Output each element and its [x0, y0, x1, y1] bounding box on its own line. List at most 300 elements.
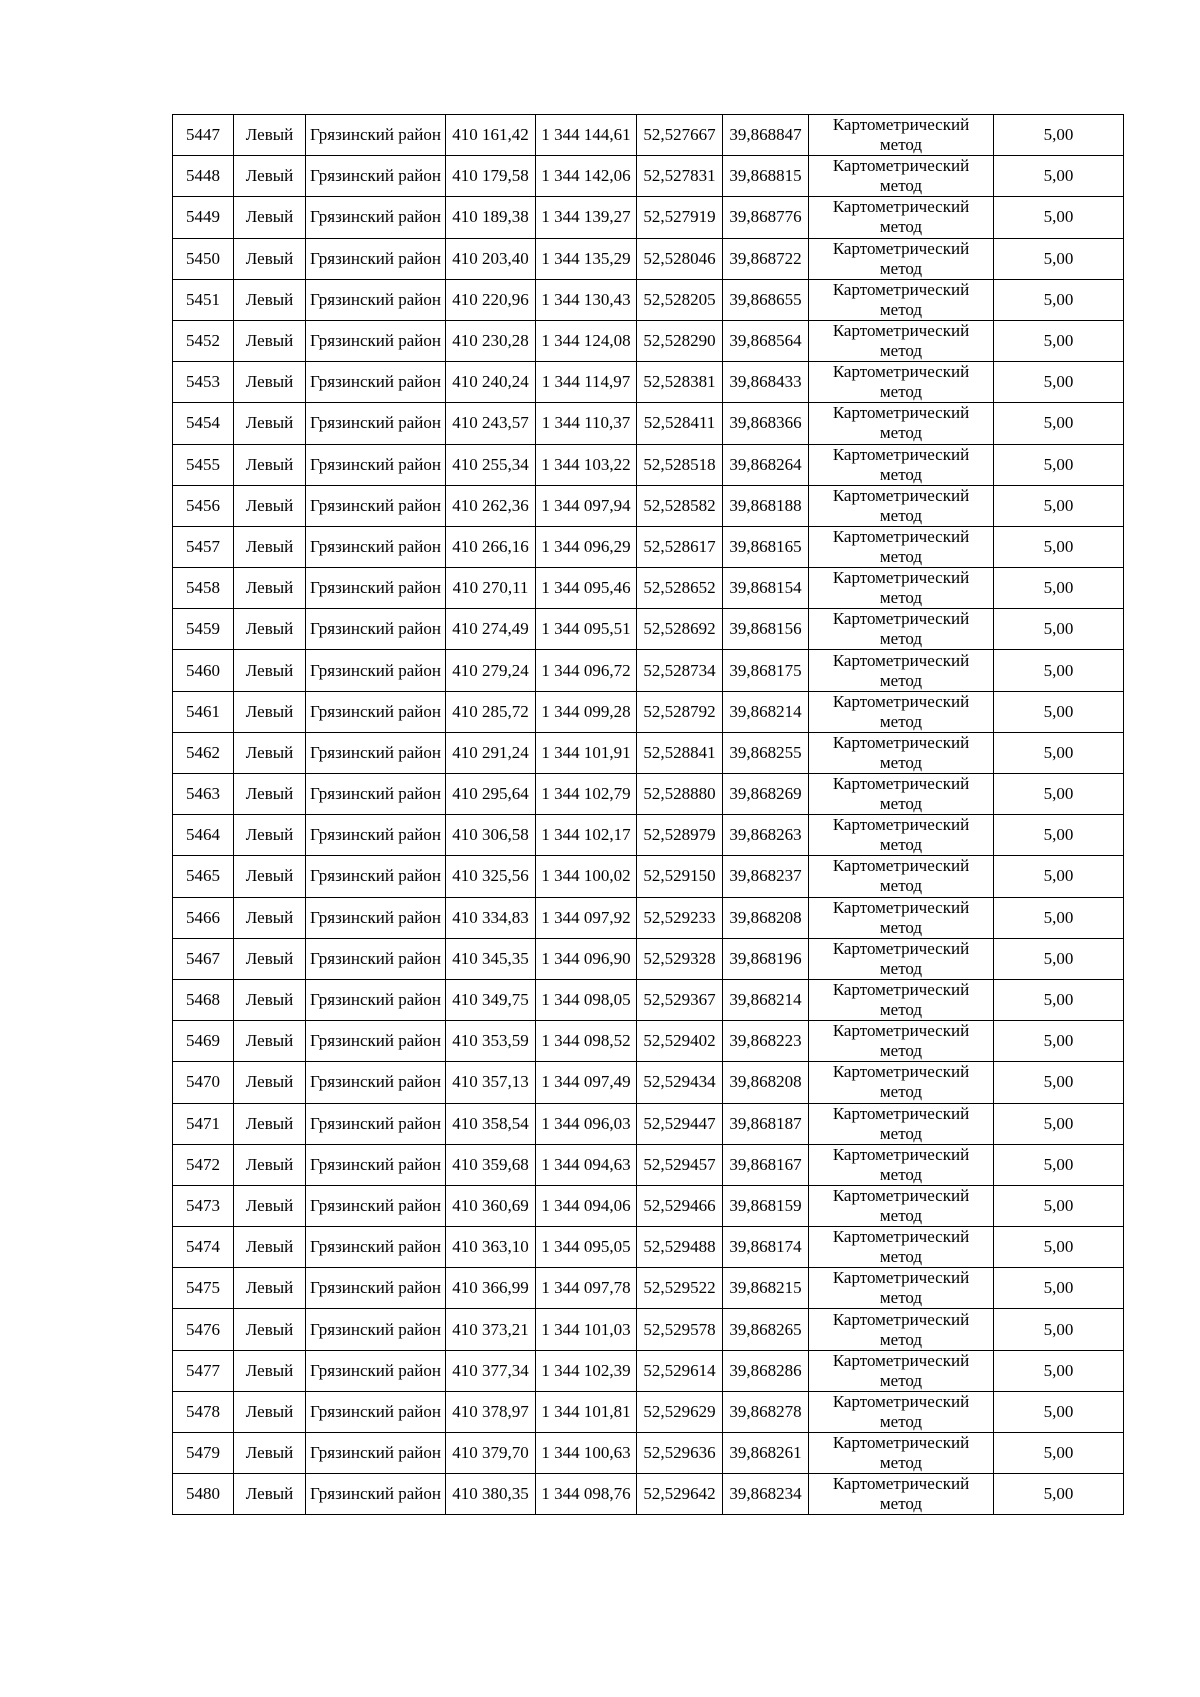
- longitude-cell: 39,868188: [723, 485, 809, 526]
- district-cell: Грязинский район: [306, 1309, 446, 1350]
- point-number-cell: 5449: [173, 197, 234, 238]
- latitude-cell: 52,528518: [637, 444, 723, 485]
- latitude-cell: 52,528582: [637, 485, 723, 526]
- bank-side-cell: Левый: [234, 1227, 306, 1268]
- method-cell: Картометрический метод: [809, 197, 994, 238]
- district-cell: Грязинский район: [306, 156, 446, 197]
- bank-side-cell: Левый: [234, 568, 306, 609]
- coord-x-cell: 410 291,24: [446, 732, 536, 773]
- coord-x-cell: 410 220,96: [446, 279, 536, 320]
- coord-x-cell: 410 349,75: [446, 979, 536, 1020]
- coord-y-cell: 1 344 142,06: [536, 156, 637, 197]
- coord-x-cell: 410 179,58: [446, 156, 536, 197]
- coord-y-cell: 1 344 124,08: [536, 320, 637, 361]
- bank-side-cell: Левый: [234, 897, 306, 938]
- coord-y-cell: 1 344 102,39: [536, 1350, 637, 1391]
- coord-x-cell: 410 243,57: [446, 403, 536, 444]
- coord-y-cell: 1 344 096,90: [536, 938, 637, 979]
- bank-side-cell: Левый: [234, 1268, 306, 1309]
- coord-x-cell: 410 360,69: [446, 1185, 536, 1226]
- district-cell: Грязинский район: [306, 979, 446, 1020]
- coord-y-cell: 1 344 110,37: [536, 403, 637, 444]
- latitude-cell: 52,529402: [637, 1021, 723, 1062]
- coord-x-cell: 410 325,56: [446, 856, 536, 897]
- method-cell: Картометрический метод: [809, 1350, 994, 1391]
- district-cell: Грязинский район: [306, 362, 446, 403]
- table-row: [173, 279, 1124, 320]
- latitude-cell: 52,528381: [637, 362, 723, 403]
- latitude-cell: 52,529488: [637, 1227, 723, 1268]
- district-cell: Грязинский район: [306, 568, 446, 609]
- bank-side-cell: Левый: [234, 650, 306, 691]
- latitude-cell: 52,527667: [637, 115, 723, 156]
- coord-x-cell: 410 274,49: [446, 609, 536, 650]
- latitude-cell: 52,527919: [637, 197, 723, 238]
- point-number-cell: 5466: [173, 897, 234, 938]
- precision-cell: 5,00: [994, 1185, 1124, 1226]
- table-row: [173, 897, 1124, 938]
- coord-x-cell: 410 189,38: [446, 197, 536, 238]
- precision-cell: 5,00: [994, 362, 1124, 403]
- method-cell: Картометрический метод: [809, 444, 994, 485]
- coord-x-cell: 410 359,68: [446, 1144, 536, 1185]
- table-row: [173, 115, 1124, 156]
- point-number-cell: 5452: [173, 320, 234, 361]
- point-number-cell: 5463: [173, 774, 234, 815]
- coord-x-cell: 410 345,35: [446, 938, 536, 979]
- coord-y-cell: 1 344 095,51: [536, 609, 637, 650]
- bank-side-cell: Левый: [234, 403, 306, 444]
- bank-side-cell: Левый: [234, 320, 306, 361]
- table-row: [173, 1474, 1124, 1515]
- longitude-cell: 39,868223: [723, 1021, 809, 1062]
- bank-side-cell: Левый: [234, 526, 306, 567]
- method-cell: Картометрический метод: [809, 1309, 994, 1350]
- coord-x-cell: 410 161,42: [446, 115, 536, 156]
- latitude-cell: 52,529466: [637, 1185, 723, 1226]
- longitude-cell: 39,868847: [723, 115, 809, 156]
- method-cell: Картометрический метод: [809, 1103, 994, 1144]
- table-row: [173, 856, 1124, 897]
- bank-side-cell: Левый: [234, 1185, 306, 1226]
- district-cell: Грязинский район: [306, 815, 446, 856]
- latitude-cell: 52,529447: [637, 1103, 723, 1144]
- method-cell: Картометрический метод: [809, 1062, 994, 1103]
- bank-side-cell: Левый: [234, 938, 306, 979]
- longitude-cell: 39,868208: [723, 1062, 809, 1103]
- longitude-cell: 39,868269: [723, 774, 809, 815]
- point-number-cell: 5457: [173, 526, 234, 567]
- bank-side-cell: Левый: [234, 691, 306, 732]
- table-row: [173, 609, 1124, 650]
- point-number-cell: 5479: [173, 1433, 234, 1474]
- precision-cell: 5,00: [994, 1433, 1124, 1474]
- coord-y-cell: 1 344 098,76: [536, 1474, 637, 1515]
- coord-y-cell: 1 344 101,03: [536, 1309, 637, 1350]
- method-cell: Картометрический метод: [809, 1391, 994, 1432]
- point-number-cell: 5460: [173, 650, 234, 691]
- longitude-cell: 39,868264: [723, 444, 809, 485]
- latitude-cell: 52,529578: [637, 1309, 723, 1350]
- coord-y-cell: 1 344 101,91: [536, 732, 637, 773]
- precision-cell: 5,00: [994, 856, 1124, 897]
- coord-y-cell: 1 344 100,02: [536, 856, 637, 897]
- precision-cell: 5,00: [994, 938, 1124, 979]
- coord-y-cell: 1 344 097,49: [536, 1062, 637, 1103]
- district-cell: Грязинский район: [306, 1474, 446, 1515]
- point-number-cell: 5453: [173, 362, 234, 403]
- method-cell: Картометрический метод: [809, 938, 994, 979]
- method-cell: Картометрический метод: [809, 403, 994, 444]
- coord-x-cell: 410 279,24: [446, 650, 536, 691]
- method-cell: Картометрический метод: [809, 115, 994, 156]
- bank-side-cell: Левый: [234, 979, 306, 1020]
- bank-side-cell: Левый: [234, 1309, 306, 1350]
- longitude-cell: 39,868278: [723, 1391, 809, 1432]
- table-row: [173, 362, 1124, 403]
- precision-cell: 5,00: [994, 238, 1124, 279]
- table-row: [173, 815, 1124, 856]
- method-cell: Картометрический метод: [809, 897, 994, 938]
- coord-x-cell: 410 255,34: [446, 444, 536, 485]
- latitude-cell: 52,529434: [637, 1062, 723, 1103]
- latitude-cell: 52,529522: [637, 1268, 723, 1309]
- method-cell: Картометрический метод: [809, 1433, 994, 1474]
- bank-side-cell: Левый: [234, 444, 306, 485]
- coord-y-cell: 1 344 097,94: [536, 485, 637, 526]
- bank-side-cell: Левый: [234, 1474, 306, 1515]
- coord-x-cell: 410 377,34: [446, 1350, 536, 1391]
- longitude-cell: 39,868263: [723, 815, 809, 856]
- coord-x-cell: 410 353,59: [446, 1021, 536, 1062]
- table-row: [173, 238, 1124, 279]
- table-row: [173, 197, 1124, 238]
- table-row: [173, 156, 1124, 197]
- bank-side-cell: Левый: [234, 1391, 306, 1432]
- method-cell: Картометрический метод: [809, 1185, 994, 1226]
- longitude-cell: 39,868261: [723, 1433, 809, 1474]
- precision-cell: 5,00: [994, 1309, 1124, 1350]
- longitude-cell: 39,868722: [723, 238, 809, 279]
- precision-cell: 5,00: [994, 1021, 1124, 1062]
- precision-cell: 5,00: [994, 1227, 1124, 1268]
- table-row: [173, 774, 1124, 815]
- table-row: [173, 1309, 1124, 1350]
- point-number-cell: 5467: [173, 938, 234, 979]
- latitude-cell: 52,528979: [637, 815, 723, 856]
- precision-cell: 5,00: [994, 774, 1124, 815]
- point-number-cell: 5473: [173, 1185, 234, 1226]
- district-cell: Грязинский район: [306, 403, 446, 444]
- point-number-cell: 5475: [173, 1268, 234, 1309]
- point-number-cell: 5448: [173, 156, 234, 197]
- bank-side-cell: Левый: [234, 856, 306, 897]
- point-number-cell: 5454: [173, 403, 234, 444]
- longitude-cell: 39,868167: [723, 1144, 809, 1185]
- coord-y-cell: 1 344 096,29: [536, 526, 637, 567]
- coord-x-cell: 410 379,70: [446, 1433, 536, 1474]
- point-number-cell: 5461: [173, 691, 234, 732]
- table-row: [173, 485, 1124, 526]
- latitude-cell: 52,528841: [637, 732, 723, 773]
- table-row: [173, 1350, 1124, 1391]
- precision-cell: 5,00: [994, 1103, 1124, 1144]
- longitude-cell: 39,868265: [723, 1309, 809, 1350]
- longitude-cell: 39,868815: [723, 156, 809, 197]
- coord-x-cell: 410 270,11: [446, 568, 536, 609]
- district-cell: Грязинский район: [306, 1103, 446, 1144]
- district-cell: Грязинский район: [306, 774, 446, 815]
- method-cell: Картометрический метод: [809, 856, 994, 897]
- precision-cell: 5,00: [994, 526, 1124, 567]
- district-cell: Грязинский район: [306, 691, 446, 732]
- latitude-cell: 52,529328: [637, 938, 723, 979]
- district-cell: Грязинский район: [306, 444, 446, 485]
- method-cell: Картометрический метод: [809, 1474, 994, 1515]
- table-row: [173, 1185, 1124, 1226]
- method-cell: Картометрический метод: [809, 362, 994, 403]
- longitude-cell: 39,868187: [723, 1103, 809, 1144]
- latitude-cell: 52,528290: [637, 320, 723, 361]
- coord-y-cell: 1 344 099,28: [536, 691, 637, 732]
- precision-cell: 5,00: [994, 897, 1124, 938]
- table-row: [173, 732, 1124, 773]
- latitude-cell: 52,528734: [637, 650, 723, 691]
- point-number-cell: 5469: [173, 1021, 234, 1062]
- bank-side-cell: Левый: [234, 279, 306, 320]
- precision-cell: 5,00: [994, 691, 1124, 732]
- method-cell: Картометрический метод: [809, 1268, 994, 1309]
- bank-side-cell: Левый: [234, 1433, 306, 1474]
- coord-y-cell: 1 344 130,43: [536, 279, 637, 320]
- district-cell: Грязинский район: [306, 1062, 446, 1103]
- point-number-cell: 5456: [173, 485, 234, 526]
- precision-cell: 5,00: [994, 609, 1124, 650]
- longitude-cell: 39,868286: [723, 1350, 809, 1391]
- coord-x-cell: 410 378,97: [446, 1391, 536, 1432]
- latitude-cell: 52,528692: [637, 609, 723, 650]
- method-cell: Картометрический метод: [809, 156, 994, 197]
- latitude-cell: 52,528046: [637, 238, 723, 279]
- precision-cell: 5,00: [994, 1144, 1124, 1185]
- longitude-cell: 39,868564: [723, 320, 809, 361]
- district-cell: Грязинский район: [306, 1350, 446, 1391]
- longitude-cell: 39,868234: [723, 1474, 809, 1515]
- point-number-cell: 5447: [173, 115, 234, 156]
- precision-cell: 5,00: [994, 115, 1124, 156]
- table-row: [173, 650, 1124, 691]
- longitude-cell: 39,868174: [723, 1227, 809, 1268]
- coord-y-cell: 1 344 144,61: [536, 115, 637, 156]
- coord-y-cell: 1 344 135,29: [536, 238, 637, 279]
- coordinates-table: [172, 114, 1124, 1515]
- district-cell: Грязинский район: [306, 1144, 446, 1185]
- method-cell: Картометрический метод: [809, 279, 994, 320]
- latitude-cell: 52,529629: [637, 1391, 723, 1432]
- latitude-cell: 52,528205: [637, 279, 723, 320]
- district-cell: Грязинский район: [306, 1391, 446, 1432]
- coord-y-cell: 1 344 103,22: [536, 444, 637, 485]
- longitude-cell: 39,868154: [723, 568, 809, 609]
- longitude-cell: 39,868214: [723, 691, 809, 732]
- table-body: [173, 115, 1124, 1515]
- table-row: [173, 568, 1124, 609]
- method-cell: Картометрический метод: [809, 1227, 994, 1268]
- precision-cell: 5,00: [994, 279, 1124, 320]
- bank-side-cell: Левый: [234, 485, 306, 526]
- coord-y-cell: 1 344 097,92: [536, 897, 637, 938]
- method-cell: Картометрический метод: [809, 609, 994, 650]
- district-cell: Грязинский район: [306, 1227, 446, 1268]
- table-row: [173, 1021, 1124, 1062]
- point-number-cell: 5470: [173, 1062, 234, 1103]
- bank-side-cell: Левый: [234, 115, 306, 156]
- method-cell: Картометрический метод: [809, 1021, 994, 1062]
- point-number-cell: 5464: [173, 815, 234, 856]
- longitude-cell: 39,868215: [723, 1268, 809, 1309]
- latitude-cell: 52,529367: [637, 979, 723, 1020]
- coord-x-cell: 410 203,40: [446, 238, 536, 279]
- coord-x-cell: 410 266,16: [446, 526, 536, 567]
- coord-x-cell: 410 358,54: [446, 1103, 536, 1144]
- longitude-cell: 39,868159: [723, 1185, 809, 1226]
- coord-x-cell: 410 373,21: [446, 1309, 536, 1350]
- bank-side-cell: Левый: [234, 1350, 306, 1391]
- district-cell: Грязинский район: [306, 115, 446, 156]
- table-row: [173, 526, 1124, 567]
- district-cell: Грязинский район: [306, 485, 446, 526]
- method-cell: Картометрический метод: [809, 774, 994, 815]
- coord-y-cell: 1 344 097,78: [536, 1268, 637, 1309]
- coord-x-cell: 410 295,64: [446, 774, 536, 815]
- table-row: [173, 1268, 1124, 1309]
- longitude-cell: 39,868433: [723, 362, 809, 403]
- method-cell: Картометрический метод: [809, 732, 994, 773]
- point-number-cell: 5478: [173, 1391, 234, 1432]
- precision-cell: 5,00: [994, 1062, 1124, 1103]
- bank-side-cell: Левый: [234, 238, 306, 279]
- precision-cell: 5,00: [994, 568, 1124, 609]
- point-number-cell: 5450: [173, 238, 234, 279]
- bank-side-cell: Левый: [234, 1062, 306, 1103]
- table-row: [173, 1227, 1124, 1268]
- district-cell: Грязинский район: [306, 1433, 446, 1474]
- point-number-cell: 5474: [173, 1227, 234, 1268]
- precision-cell: 5,00: [994, 156, 1124, 197]
- longitude-cell: 39,868255: [723, 732, 809, 773]
- coord-y-cell: 1 344 094,06: [536, 1185, 637, 1226]
- point-number-cell: 5468: [173, 979, 234, 1020]
- bank-side-cell: Левый: [234, 1021, 306, 1062]
- coord-y-cell: 1 344 102,79: [536, 774, 637, 815]
- coord-y-cell: 1 344 102,17: [536, 815, 637, 856]
- method-cell: Картометрический метод: [809, 526, 994, 567]
- method-cell: Картометрический метод: [809, 485, 994, 526]
- method-cell: Картометрический метод: [809, 979, 994, 1020]
- precision-cell: 5,00: [994, 320, 1124, 361]
- latitude-cell: 52,528792: [637, 691, 723, 732]
- coord-x-cell: 410 285,72: [446, 691, 536, 732]
- district-cell: Грязинский район: [306, 279, 446, 320]
- district-cell: Грязинский район: [306, 856, 446, 897]
- longitude-cell: 39,868175: [723, 650, 809, 691]
- bank-side-cell: Левый: [234, 815, 306, 856]
- coord-y-cell: 1 344 098,05: [536, 979, 637, 1020]
- point-number-cell: 5472: [173, 1144, 234, 1185]
- bank-side-cell: Левый: [234, 197, 306, 238]
- point-number-cell: 5465: [173, 856, 234, 897]
- coord-x-cell: 410 306,58: [446, 815, 536, 856]
- longitude-cell: 39,868156: [723, 609, 809, 650]
- coord-x-cell: 410 262,36: [446, 485, 536, 526]
- longitude-cell: 39,868366: [723, 403, 809, 444]
- precision-cell: 5,00: [994, 732, 1124, 773]
- precision-cell: 5,00: [994, 444, 1124, 485]
- coord-x-cell: 410 363,10: [446, 1227, 536, 1268]
- point-number-cell: 5455: [173, 444, 234, 485]
- precision-cell: 5,00: [994, 979, 1124, 1020]
- latitude-cell: 52,529457: [637, 1144, 723, 1185]
- table-row: [173, 1103, 1124, 1144]
- bank-side-cell: Левый: [234, 1144, 306, 1185]
- longitude-cell: 39,868237: [723, 856, 809, 897]
- coord-x-cell: 410 380,35: [446, 1474, 536, 1515]
- table-row: [173, 1433, 1124, 1474]
- coord-x-cell: 410 357,13: [446, 1062, 536, 1103]
- latitude-cell: 52,529642: [637, 1474, 723, 1515]
- coord-y-cell: 1 344 096,03: [536, 1103, 637, 1144]
- table-row: [173, 444, 1124, 485]
- precision-cell: 5,00: [994, 403, 1124, 444]
- method-cell: Картометрический метод: [809, 320, 994, 361]
- point-number-cell: 5477: [173, 1350, 234, 1391]
- precision-cell: 5,00: [994, 650, 1124, 691]
- table-row: [173, 1391, 1124, 1432]
- point-number-cell: 5451: [173, 279, 234, 320]
- method-cell: Картометрический метод: [809, 691, 994, 732]
- coord-y-cell: 1 344 139,27: [536, 197, 637, 238]
- district-cell: Грязинский район: [306, 1268, 446, 1309]
- district-cell: Грязинский район: [306, 732, 446, 773]
- latitude-cell: 52,529150: [637, 856, 723, 897]
- latitude-cell: 52,527831: [637, 156, 723, 197]
- precision-cell: 5,00: [994, 1350, 1124, 1391]
- precision-cell: 5,00: [994, 1268, 1124, 1309]
- precision-cell: 5,00: [994, 1474, 1124, 1515]
- point-number-cell: 5459: [173, 609, 234, 650]
- method-cell: Картометрический метод: [809, 650, 994, 691]
- method-cell: Картометрический метод: [809, 815, 994, 856]
- bank-side-cell: Левый: [234, 732, 306, 773]
- coord-y-cell: 1 344 095,46: [536, 568, 637, 609]
- longitude-cell: 39,868196: [723, 938, 809, 979]
- longitude-cell: 39,868776: [723, 197, 809, 238]
- district-cell: Грязинский район: [306, 650, 446, 691]
- table-row: [173, 1144, 1124, 1185]
- table-row: [173, 1062, 1124, 1103]
- point-number-cell: 5480: [173, 1474, 234, 1515]
- latitude-cell: 52,529614: [637, 1350, 723, 1391]
- longitude-cell: 39,868655: [723, 279, 809, 320]
- district-cell: Грязинский район: [306, 609, 446, 650]
- district-cell: Грязинский район: [306, 238, 446, 279]
- coord-x-cell: 410 334,83: [446, 897, 536, 938]
- bank-side-cell: Левый: [234, 609, 306, 650]
- point-number-cell: 5458: [173, 568, 234, 609]
- coord-x-cell: 410 240,24: [446, 362, 536, 403]
- table-row: [173, 403, 1124, 444]
- district-cell: Грязинский район: [306, 197, 446, 238]
